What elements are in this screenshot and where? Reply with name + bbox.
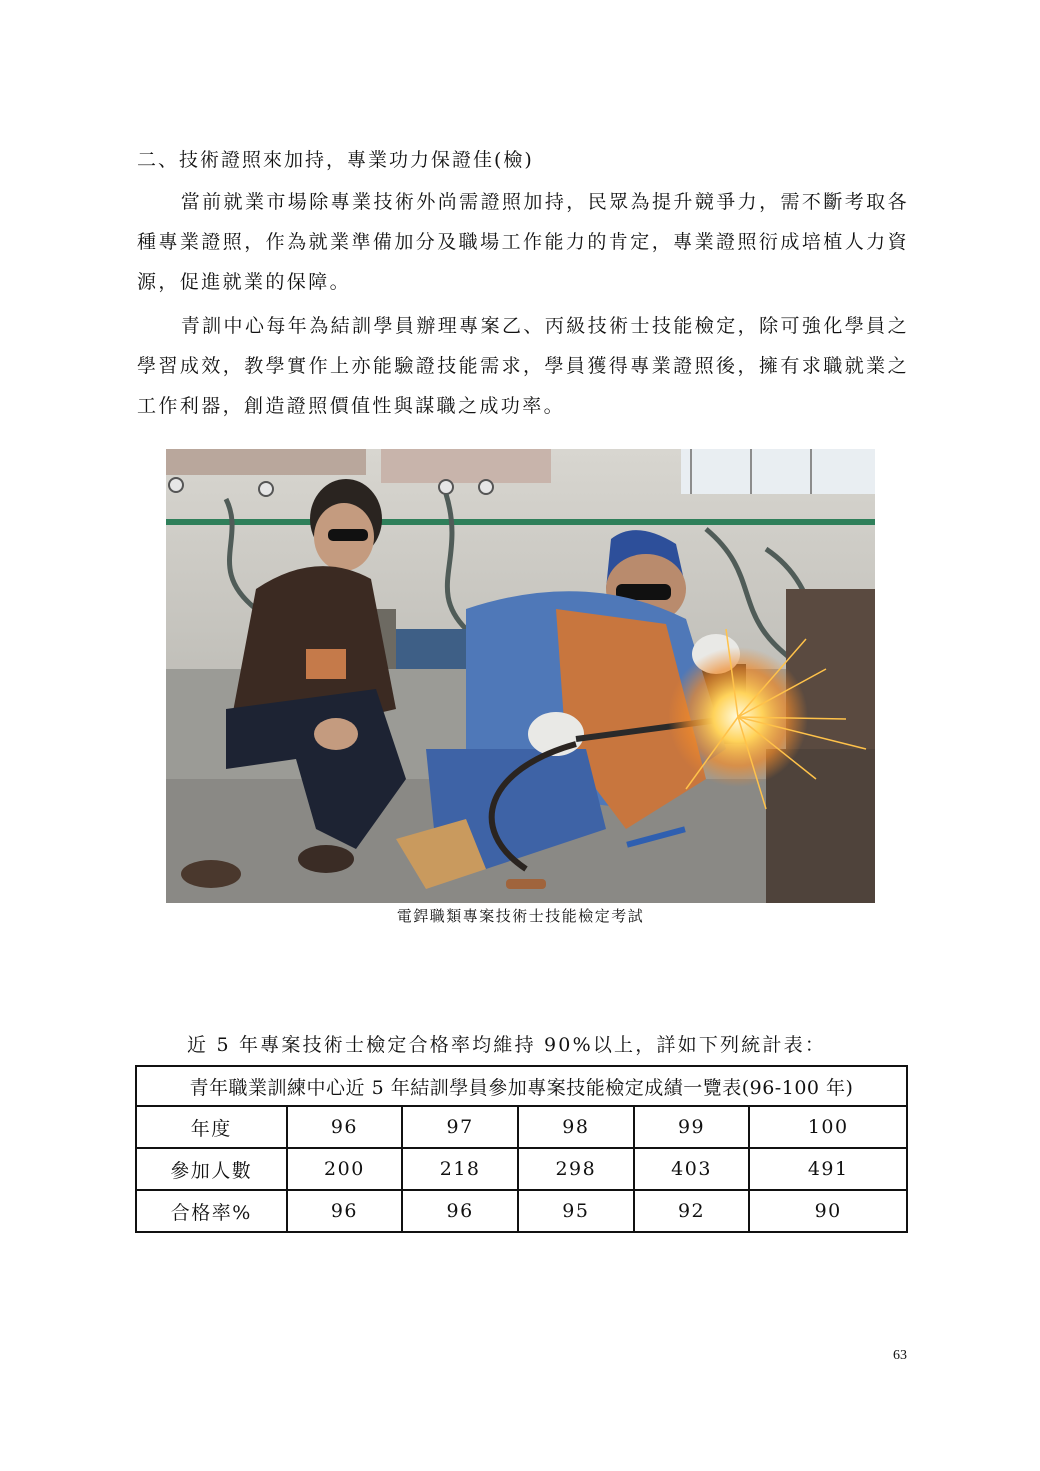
table-title: 青年職業訓練中心近 5 年結訓學員參加專案技能檢定成績一覽表(96-100 年) [136,1066,907,1106]
page-number: 63 [893,1348,907,1363]
table-cell: 98 [518,1106,634,1148]
stats-intro: 近 5 年專案技術士檢定合格率均維持 90%以上，詳如下列統計表： [187,1034,827,1056]
table-row-pass-rate [136,1190,907,1232]
row-label: 合格率% [136,1190,287,1232]
table-cell: 95 [518,1190,634,1232]
table-cell: 218 [402,1148,518,1190]
certification-stats-table [135,1065,908,1233]
table-cell: 96 [402,1190,518,1232]
welding-exam-photo [166,449,875,903]
table-cell: 92 [634,1190,750,1232]
table-cell: 100 [749,1106,907,1148]
paragraph-training-center: 青訓中心每年為結訓學員辦理專案乙、丙級技術士技能檢定，除可強化學員之學習成效，教學實作上亦能驗證技能需求，學員獲得專業證照後，擁有求職就業之工作利器，創造證照價值性與謀職之成功率。 [137,315,909,417]
section-heading: 二、技術證照來加持，專業功力保證佳(檢) [137,149,534,171]
row-label: 參加人數 [136,1148,287,1190]
table-cell: 491 [749,1148,907,1190]
table-cell: 97 [402,1106,518,1148]
photo-caption: 電銲職類專案技術士技能檢定考試 [396,907,645,925]
table-cell: 200 [287,1148,403,1190]
table-cell: 403 [634,1148,750,1190]
paragraph-certification-importance: 當前就業市場除專業技術外尚需證照加持，民眾為提升競爭力，需不斷考取各種專業證照，作為就業準備加分及職場工作能力的肯定，專業證照衍成培植人力資源，促進就業的保障。 [137,191,909,293]
table-title-row [136,1066,907,1106]
table-cell: 96 [287,1106,403,1148]
table-row-participants [136,1148,907,1190]
table-cell: 298 [518,1148,634,1190]
table-cell: 99 [634,1106,750,1148]
table-row-year [136,1106,907,1148]
table-cell: 96 [287,1190,403,1232]
table-cell: 90 [749,1190,907,1232]
row-label: 年度 [136,1106,287,1148]
